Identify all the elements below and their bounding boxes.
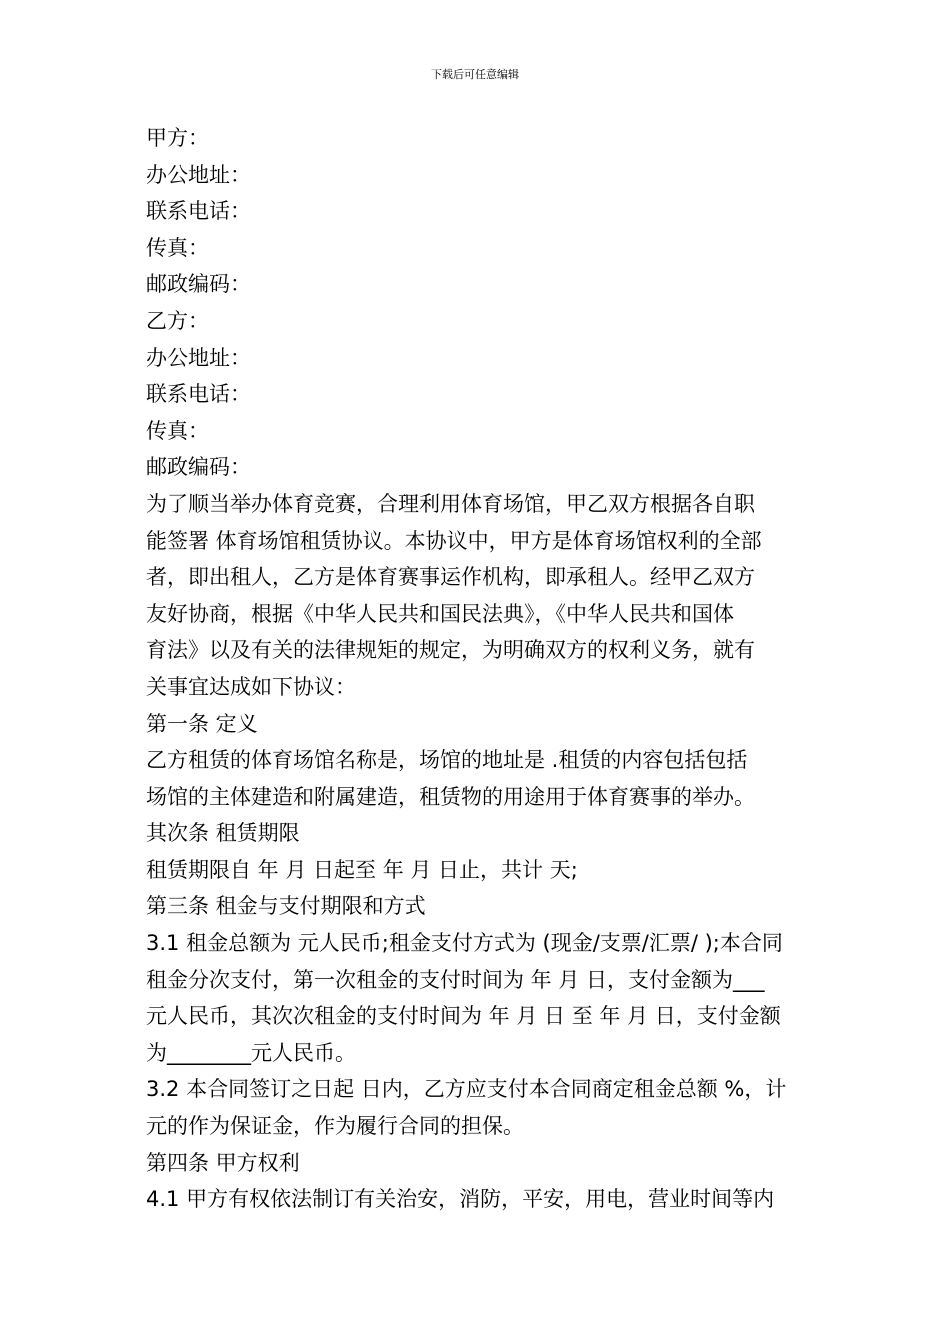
- text-line: 联系电话：: [146, 199, 251, 224]
- text-line: 乙方：: [146, 308, 209, 333]
- text-line: 友好协商，根据《中华人民共和国民法典》，《中华人民共和国体: [146, 601, 734, 626]
- text-line: 元人民币，其次次租金的支付时间为 年 月 日 至 年 月 日，支付金额: [146, 1004, 781, 1029]
- section-heading: 第四条 甲方权利: [146, 1150, 300, 1175]
- text-line: 办公地址：: [146, 345, 251, 370]
- text-line: 场馆的主体建造和附属建造，租赁物的用途用于体育赛事的举办。: [146, 784, 755, 809]
- text-line: 乙方租赁的体育场馆名称是，场馆的地址是 .租赁的内容包括包括: [146, 748, 748, 773]
- text-line: 联系电话：: [146, 382, 251, 407]
- text-line: 3.2 本合同签订之日起 日内，乙方应支付本合同商定租金总额 %，计: [146, 1077, 787, 1102]
- text-line: 传真：: [146, 418, 209, 443]
- text-line: 租赁期限自 年 月 日起至 年 月 日止，共计 天;: [146, 857, 578, 882]
- text-line: 3.1 租金总额为 元人民币;租金支付方式为 (现金/支票/汇票/ );本合同: [146, 931, 783, 956]
- text-line: 邮政编码：: [146, 272, 251, 297]
- text-line: 4.1 甲方有权依法制订有关治安，消防，平安，用电，营业时间等内: [146, 1187, 775, 1212]
- text-line: 传真：: [146, 235, 209, 260]
- text-line: 租金分次支付，第一次租金的支付时间为 年 月 日，支付金额为___: [146, 967, 765, 992]
- text-line: 为了顺当举办体育竞赛，合理利用体育场馆，甲乙双方根据各自职: [146, 491, 755, 516]
- section-heading: 第三条 租金与支付期限和方式: [146, 894, 426, 919]
- contract-body: [146, 120, 806, 1218]
- text-line: 能签署 体育场馆租赁协议。本协议中，甲方是体育场馆权利的全部: [146, 528, 762, 553]
- text-line: 甲方：: [146, 126, 209, 150]
- text-line: 邮政编码：: [146, 455, 251, 480]
- section-heading: 第一条 定义: [146, 711, 258, 736]
- text-line: 为________元人民币。: [146, 1040, 356, 1065]
- text-line: 元的作为保证金，作为履行合同的担保。: [146, 1114, 524, 1139]
- text-line: 育法》以及有关的法律规矩的规定，为明确双方的权利义务，就有: [146, 638, 755, 663]
- text-line: 办公地址：: [146, 162, 251, 187]
- text-line: 关事宜达成如下协议：: [146, 674, 356, 699]
- header-note: 下载后可任意编辑: [431, 68, 519, 81]
- text-line: 者，即出租人，乙方是体育赛事运作机构，即承租人。经甲乙双方: [146, 565, 755, 590]
- section-heading: 其次条 租赁期限: [146, 821, 300, 846]
